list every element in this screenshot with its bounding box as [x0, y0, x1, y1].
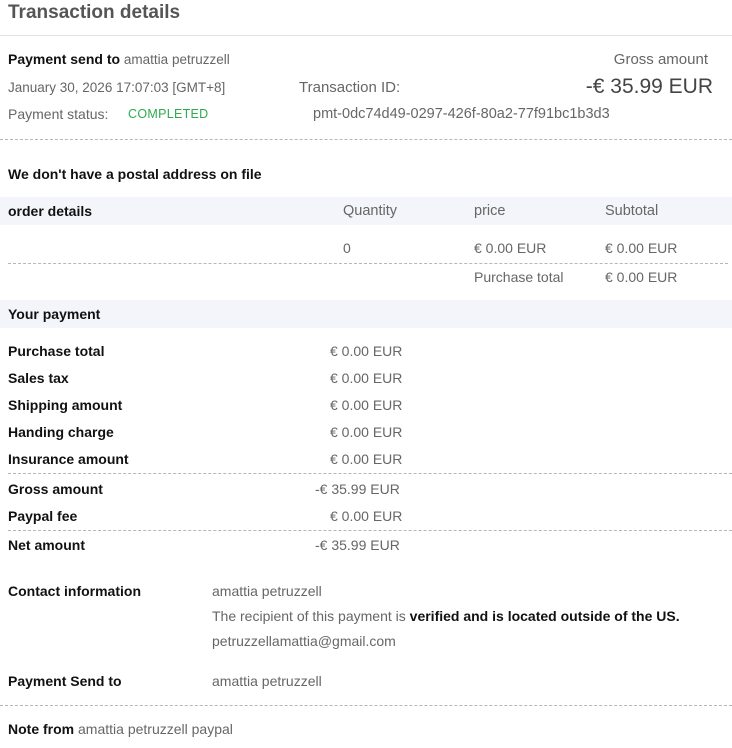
recipient-prefix: The recipient of this payment is [212, 608, 410, 624]
payment-send-to-name: amattia petruzzell [123, 52, 230, 67]
payment-send-to-footer-value: amattia petruzzell [212, 673, 322, 689]
order-subtotal-header: Subtotal [605, 203, 659, 219]
order-row-subtotal: € 0.00 EUR [605, 240, 678, 256]
title-divider [0, 35, 732, 36]
transaction-id-label: Transaction ID: [299, 79, 401, 96]
purchase-total-label: Purchase total [474, 269, 564, 285]
payment-row-value: € 0.00 EUR [330, 343, 403, 359]
contact-information-label: Contact information [8, 583, 141, 599]
payment-row-label: Gross amount [8, 481, 103, 497]
payment-row-value: € 0.00 EUR [330, 397, 403, 413]
payment-row-value: -€ 35.99 EUR [315, 537, 400, 553]
payment-row-label: Net amount [8, 537, 85, 553]
payment-row-value: € 0.00 EUR [330, 451, 403, 467]
note-label: Note from [8, 721, 75, 737]
payment-row-label: Insurance amount [8, 451, 129, 467]
payment-row-label: Paypal fee [8, 508, 78, 524]
payment-row-label: Purchase total [8, 343, 105, 359]
payment-row-label: Handing charge [8, 424, 114, 440]
payment-row-value: € 0.00 EUR [330, 424, 403, 440]
postal-address-notice: We don't have a postal address on file [8, 166, 262, 182]
order-row-divider [8, 263, 728, 264]
header-divider [0, 139, 732, 140]
payment-send-to-footer-label: Payment Send to [8, 673, 122, 689]
gross-amount-value: -€ 35.99 EUR [585, 75, 713, 98]
order-row-quantity: 0 [343, 240, 351, 256]
order-quantity-header: Quantity [343, 203, 397, 219]
purchase-total-value: € 0.00 EUR [605, 269, 678, 285]
transaction-id-value: pmt-0dc74d49-0297-426f-80a2-77f91bc1b3d3 [313, 106, 610, 122]
payment-send-to-label: Payment send to [8, 51, 121, 67]
payment-row-value: -€ 35.99 EUR [315, 481, 400, 497]
contact-name: amattia petruzzell [212, 583, 322, 599]
payment-subtotal-divider [8, 473, 732, 474]
contact-email[interactable]: petruzzellamattia@gmail.com [212, 633, 396, 649]
order-row-price: € 0.00 EUR [474, 240, 547, 256]
note-row [8, 721, 233, 737]
payment-send-to-row [8, 51, 230, 67]
order-details-label: order details [8, 203, 93, 219]
payment-row-value: € 0.00 EUR [330, 508, 403, 524]
recipient-verified-text: verified and is located outside of the US. [409, 608, 680, 624]
transaction-datetime: January 30, 2026 17:07:03 [GMT+8] [8, 80, 226, 95]
payment-row-value: € 0.00 EUR [330, 370, 403, 386]
gross-amount-label: Gross amount [613, 51, 708, 68]
your-payment-header-band [0, 300, 732, 328]
your-payment-header: Your payment [8, 306, 101, 322]
footer-divider [0, 705, 732, 706]
order-price-header: price [474, 203, 506, 219]
payment-net-divider [8, 530, 732, 531]
payment-row-label: Shipping amount [8, 397, 123, 413]
payment-status-badge: COMPLETED [128, 107, 209, 121]
payment-status-label: Payment status: [8, 106, 109, 122]
note-value: amattia petruzzell paypal [78, 721, 233, 737]
recipient-verification-text [212, 608, 680, 624]
payment-row-label: Sales tax [8, 370, 69, 386]
page-title: Transaction details [8, 2, 181, 23]
